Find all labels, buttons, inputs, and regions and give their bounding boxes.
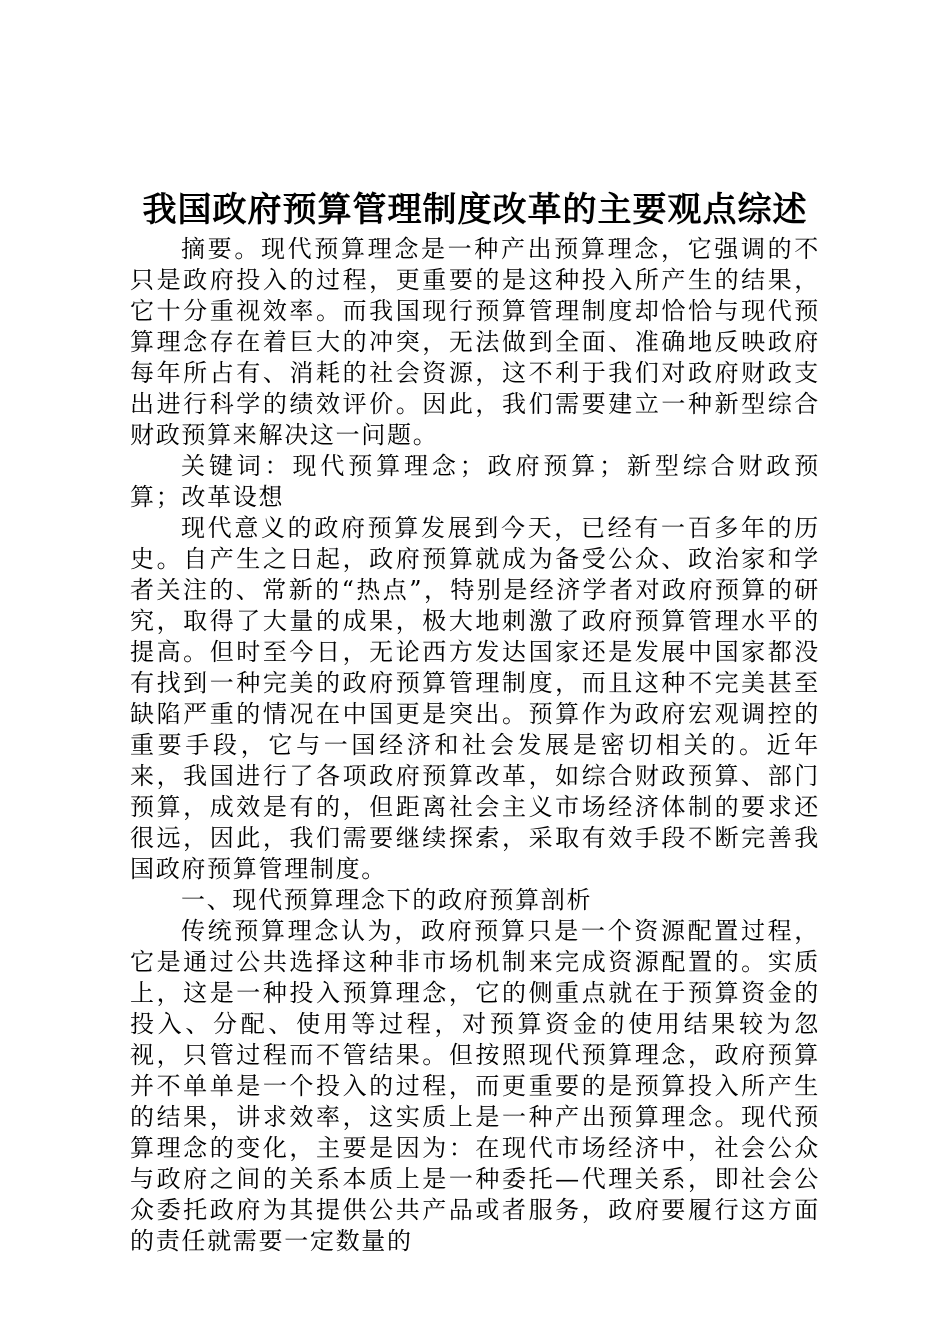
section-heading: 一、现代预算理念下的政府预算剖析 xyxy=(181,886,593,914)
abstract-paragraph: 摘要。现代预算理念是一种产出预算理念，它强调的不只是政府投入的过程，更重要的是这种投入所产生的结果，它十分重视效率。而我国现行预算管理制度却恰恰与现代预算理念存在着巨大的冲突，无法做到全面、准确地反映政府每年所占有、消耗的社会资源，这不利于我们对政府财政支出进行科学的绩效评价。因此，我们需要建立一种新型综合财政预算来解决这一问题。 xyxy=(130,235,820,449)
section-paragraph: 传统预算理念认为，政府预算只是一个资源配置过程，它是通过公共选择这种非市场机制来完成资源配置的。实质上，这是一种投入预算理念，它的侧重点就在于预算资金的投入、分配、使用等过程，对预算资金的使用结果较为忽视，只管过程而不管结果。但按照现代预算理念，政府预算并不单单是一个投入的过程，而更重要的是预算投入所产生的结果，讲求效率，这实质上是一种产出预算理念。现代预算理念的变化，主要是因为：在现代市场经济中，社会公众与政府之间的关系本质上是一种委托—代理关系，即社会公众委托政府为其提供公共产品或者服务，政府要履行这方面的责任就需要一定数量的 xyxy=(130,917,820,1255)
document-body xyxy=(130,186,820,1257)
intro-paragraph: 现代意义的政府预算发展到今天，已经有一百多年的历史。自产生之日起，政府预算就成为备受公众、政治家和学者关注的、常新的“热点”，特别是经济学者对政府预算的研究，取得了大量的成果，极大地刺激了政府预算管理水平的提高。但时至今日，无论西方发达国家还是发展中国家都没有找到一种完美的政府预算管理制度，而且这种不完美甚至缺陷严重的情况在中国更是突出。预算作为政府宏观调控的重要手段，它与一国经济和社会发展是密切相关的。近年来，我国进行了各项政府预算改革，如综合财政预算、部门预算，成效是有的，但距离社会主义市场经济体制的要求还很远，因此，我们需要继续探索，采取有效手段不断完善我国政府预算管理制度。 xyxy=(130,514,820,883)
keywords-paragraph: 关键词：现代预算理念；政府预算；新型综合财政预算；改革设想 xyxy=(130,452,820,511)
document-title: 我国政府预算管理制度改革的主要观点综述 xyxy=(142,190,808,230)
